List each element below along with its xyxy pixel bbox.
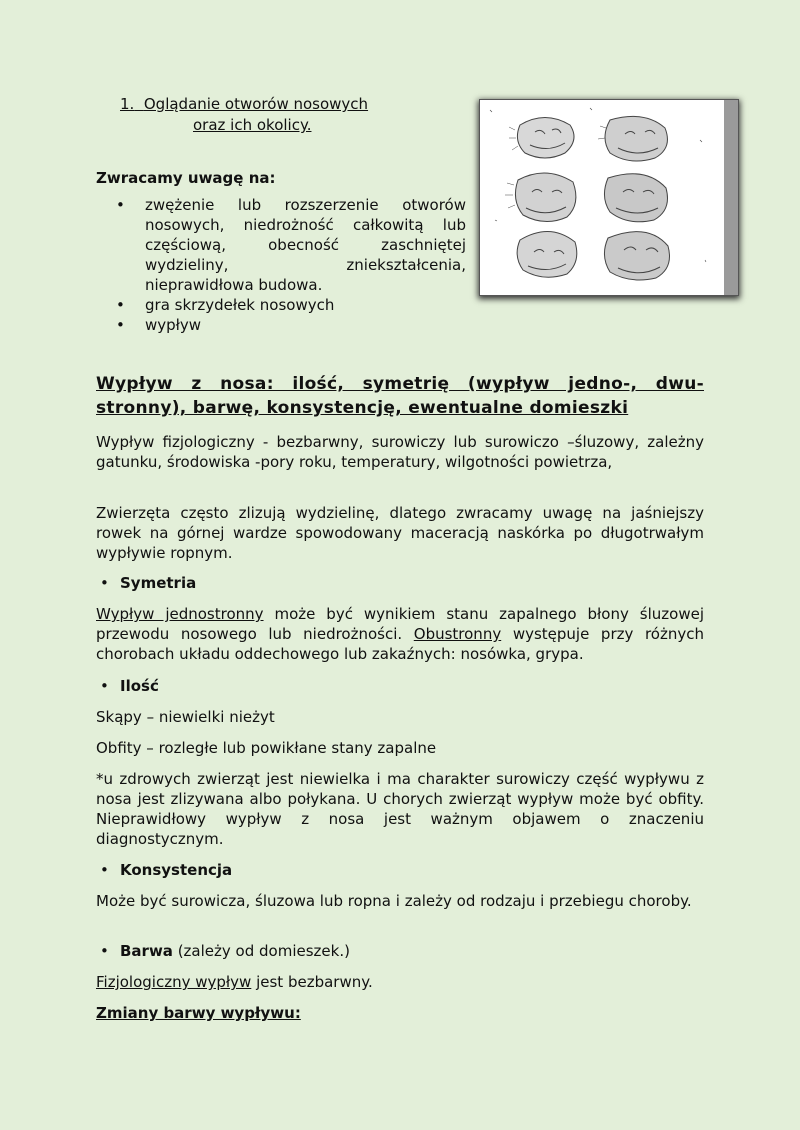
consistency-label: Konsystencja	[120, 861, 233, 879]
nose-illustration	[480, 100, 738, 295]
bullet-icon: •	[100, 942, 109, 960]
nose-sketches-drawing	[480, 100, 724, 295]
bullet-icon: •	[100, 574, 109, 592]
bullet-icon: •	[116, 196, 125, 214]
nose-sketch-2	[598, 116, 667, 161]
nose-sketch-4	[604, 174, 667, 222]
paragraph-color: Fizjologiczny wypływ jest bezbarwny.	[96, 973, 373, 991]
paragraph-scant: Skąpy – niewielki nieżyt	[96, 708, 275, 726]
list-item: • zwężenie lub rozszerzenie otworów nosowych, niedrożność całkowitą lub częściową, obecność zaschniętej wydzieliny, zniekształcenia, nieprawidłowa budowa.	[116, 196, 466, 294]
bullet-icon: •	[100, 861, 109, 879]
bullet-icon: •	[116, 296, 125, 314]
attention-label: Zwracamy uwagę na:	[96, 169, 276, 187]
paragraph-symmetry: Wypływ jednostronny może być wynikiem stanu zapalnego błony śluzowej przewodu nosowego lub niedrożności. Obustronny występuje przy różnych chorobach układu oddechowego lub zakaźnych: nosówka, grypa.	[96, 605, 704, 663]
paragraph-consistency: Może być surowicza, śluzowa lub ropna i zależy od rodzaju i przebiegu choroby.	[96, 892, 692, 910]
heading-line-2: oraz ich okolicy.	[193, 116, 312, 134]
color-label: Barwa	[120, 942, 173, 960]
nose-sketch-6	[604, 232, 669, 280]
attention-list	[96, 195, 466, 335]
book-gutter	[724, 100, 738, 295]
nose-sketch-3	[505, 173, 576, 222]
color-changes-title: Zmiany barwy wypływu:	[96, 1004, 301, 1022]
paragraph-physiological: Wypływ fizjologiczny - bezbarwny, surowiczy lub surowiczo –śluzowy, zależny gatunku, środowiska -pory roku, temperatury, wilgotności powietrza,	[96, 433, 704, 471]
heading-line-1	[120, 95, 368, 114]
section-title: Wypływ z nosa: ilość, symetrię (wypływ jedno-, dwu-stronny), barwę, konsystencję, ewentualne domieszki	[96, 374, 704, 418]
heading-number: 1.	[120, 95, 135, 113]
bullet-icon: •	[116, 316, 125, 334]
symmetry-label: Symetria	[120, 574, 197, 592]
amount-label: Ilość	[120, 677, 159, 695]
color-label-note: (zależy od domieszek.)	[172, 942, 350, 960]
paragraph-amount-note: *u zdrowych zwierząt jest niewielka i ma charakter surowiczy część wypływu z nosa jest zlizywana albo połykana. U chorych zwierząt wypływ może być obfity. Nieprawidłowy wypływ z nosa jest ważnym objawem o znaczeniu diagnostycznym.	[96, 770, 704, 848]
paragraph-abundant: Obfity – rozległe lub powikłane stany zapalne	[96, 739, 437, 757]
heading-title-part-1: Oglądanie otworów nosowych	[143, 95, 369, 113]
list-item: • wypływ	[116, 316, 202, 334]
nose-sketch-1	[509, 118, 574, 159]
list-item: • gra skrzydełek nosowych	[116, 296, 335, 314]
paragraph-licking: Zwierzęta często zlizują wydzielinę, dlatego zwracamy uwagę na jaśniejszy rowek na górnej wardze spowodowany maceracją naskórka po długotrwałym wypływie ropnym.	[96, 504, 704, 562]
bullet-icon: •	[100, 677, 109, 695]
nose-sketch-5	[517, 231, 577, 277]
